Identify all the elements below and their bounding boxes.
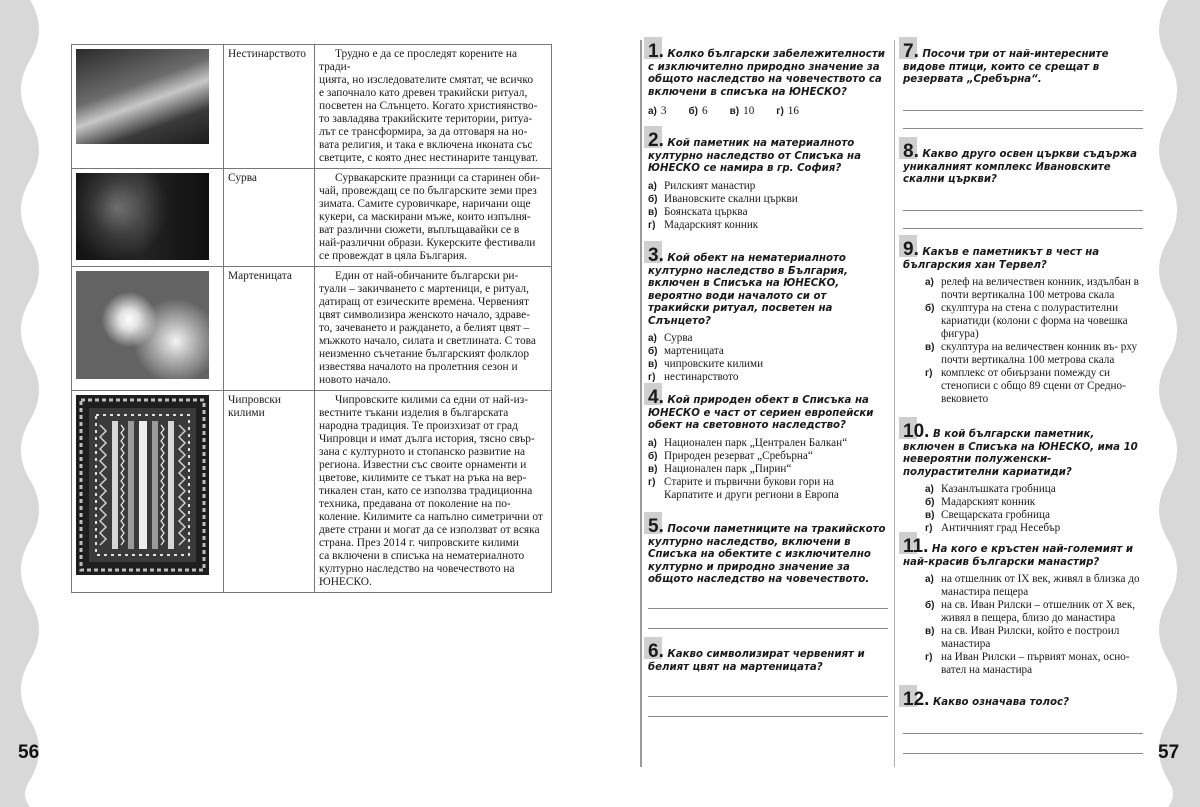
- question-text: Какво друго освен църкви съдържа уникалният комплекс Ивановските скални църкви?: [903, 149, 1137, 185]
- answer-option[interactable]: б) 6: [688, 105, 708, 117]
- chiprovtsi-carpet-photo: [76, 395, 209, 575]
- question-number: 6.: [648, 641, 664, 662]
- nestinari-photo: [76, 49, 209, 144]
- answer-option[interactable]: в) на св. Иван Рилски, който е построил манастира: [925, 625, 1120, 650]
- answer-option[interactable]: г) нестинарството: [648, 371, 739, 383]
- answer-options: [648, 180, 886, 232]
- question-text: Какво означава толос?: [932, 697, 1069, 708]
- answer-options: [903, 276, 1143, 406]
- answer-option[interactable]: б) Ивановските скални църкви: [648, 192, 798, 205]
- answer-option[interactable]: в) чипровските килими: [648, 358, 764, 370]
- question-number: 1.: [648, 41, 664, 62]
- answer-option[interactable]: г) комплекс от обиързани помежду си стенописи с общо 89 сцени от Средно- вековието: [925, 367, 1126, 405]
- surva-photo: [76, 173, 209, 260]
- answer-options: [648, 105, 886, 117]
- left-wavy-margin: [0, 0, 52, 807]
- column-divider: [894, 40, 895, 767]
- answer-option[interactable]: а) Национален парк „Централен Балкан“: [648, 436, 848, 449]
- answer-option[interactable]: б) скулптура на стена с полурастителни кариатиди (колони с форма на човешка фигура): [925, 302, 1128, 340]
- question-text: Колко български забележителности с изключително природно значение за общото наследство на човечеството са включени в списъка на ЮНЕСКО?: [648, 49, 885, 98]
- question-number: 12.: [903, 689, 930, 710]
- answer-options: [648, 437, 886, 502]
- row-description: Един от най-обичаните български ри- туали – закичването с мартеници, е ритуал, датиращ от езическите времена. Червеният цвят символизира женското начало, здраве- то, зачеването и раждането, а белият цвят – мъжкото начало, силата и светлината. С това неизменно съчетание българският фолклор известява началото на пролетния сезон и новото начало.: [315, 267, 552, 391]
- answer-options: [903, 483, 1143, 535]
- row-name: Нестинарството: [224, 45, 315, 169]
- answer-option[interactable]: г) Античният град Несебър: [925, 522, 1061, 534]
- question-12: [903, 689, 1143, 710]
- answer-line[interactable]: [648, 608, 888, 609]
- answer-option[interactable]: а) релеф на величествен конник, издълбан в почти вертикална 100 метрова скала: [925, 276, 1139, 301]
- answer-option[interactable]: в) скулптура на величествен конник въ- рху почти вертикална 100 метрова скала: [925, 341, 1138, 366]
- answer-line[interactable]: [903, 210, 1143, 211]
- row-name: Мартеницата: [224, 267, 315, 391]
- answer-option[interactable]: а) Сурва: [648, 332, 693, 344]
- row-description: Сурвакарските празници са старинен оби- чай, провеждащ се по българските земи през зимата. Самите суровичкаре, наричани още кукери, са маскирани мъже, които изпълня- ват различни сюжети, въплъщавайки се в най-различни образи. Кукерските фестивали се провеждат в цяла България.: [315, 169, 552, 267]
- table-row: [72, 169, 552, 267]
- question-text: Кой паметник на материалното културно наследство от Списъка на ЮНЕСКО се намира в гр. София?: [648, 138, 861, 174]
- question-number: 11.: [903, 536, 929, 557]
- answer-line[interactable]: [903, 110, 1143, 111]
- question-10: [903, 421, 1143, 535]
- question-term: толос: [1029, 697, 1064, 708]
- answer-option[interactable]: б) Мадарският конник: [925, 496, 1036, 508]
- answer-line[interactable]: [903, 228, 1143, 229]
- question-number: 3.: [648, 245, 664, 266]
- heritage-table: [71, 44, 552, 593]
- answer-option[interactable]: а) Казанлъшката гробница: [925, 483, 1056, 495]
- answer-option[interactable]: б) на св. Иван Рилски – отшелник от X век, живял в пещера, близо до манастира: [925, 599, 1136, 624]
- question-text: Кой природен обект в Списъка на ЮНЕСКО е част от сериен европейски обект на световното наследство?: [648, 395, 874, 431]
- row-name: Сурва: [224, 169, 315, 267]
- question-8: [903, 141, 1143, 187]
- martenitsa-photo: [76, 271, 209, 379]
- answer-option[interactable]: г) Мадарският конник: [648, 218, 759, 231]
- answer-option[interactable]: а) Рилският манастир: [648, 179, 756, 192]
- question-text: На кого е кръстен най-големият и най-красив български манастир?: [903, 544, 1133, 568]
- answer-line[interactable]: [903, 128, 1143, 129]
- question-number: 2.: [648, 130, 664, 151]
- question-5: [648, 516, 886, 587]
- answer-option[interactable]: а) 3: [648, 105, 667, 117]
- answer-option[interactable]: г) Старите и първични букови гори на Карпатите и други региони в Европа: [648, 475, 839, 501]
- question-7: [903, 41, 1143, 87]
- question-4: [648, 387, 886, 502]
- book-spine: [640, 40, 642, 767]
- answer-option[interactable]: г) 16: [776, 105, 799, 117]
- page-number-right: 57: [1158, 742, 1180, 763]
- answer-option[interactable]: б) мартеницата: [648, 345, 724, 357]
- row-name: Чипровски килими: [224, 391, 315, 593]
- answer-options: [903, 573, 1143, 677]
- question-text: Посочи три от най-интересните видове птици, които се срещат в резервата „Сребърна“.: [903, 49, 1109, 85]
- answer-option[interactable]: в) Боянската църква: [648, 205, 748, 218]
- question-number: 10.: [903, 421, 930, 442]
- question-text: В кой български паметник, включен в Списъка на ЮНЕСКО, има 10 невероятни полуженски-полурастителни кариатиди?: [903, 429, 1138, 478]
- right-wavy-margin: [1140, 0, 1200, 807]
- question-1: [648, 41, 886, 117]
- question-number: 8.: [903, 141, 919, 162]
- question-text: Какво символизират червеният и белият цвят на мартеницата?: [648, 649, 865, 673]
- question-number: 5.: [648, 516, 664, 537]
- answer-line[interactable]: [903, 753, 1143, 754]
- question-text: Посочи паметниците на тракийското културно наследство, включени в Списъка на обектите с изключително културно и природно значение за общото наследство на човечеството.: [648, 524, 886, 585]
- answer-option[interactable]: в) 10: [729, 105, 755, 117]
- question-2: [648, 130, 886, 232]
- question-number: 4.: [648, 387, 664, 408]
- answer-options: [648, 332, 886, 384]
- answer-option[interactable]: в) Свещарската гробница: [925, 509, 1050, 521]
- question-text: Кой обект на нематериалното културно наследство в България, включен в Списъка на ЮНЕСКО, вероятно води началото си от тракийски ритуал, посветен на Слънцето?: [648, 253, 848, 327]
- question-text: Какъв е паметникът в чест на българския хан Тервел?: [903, 247, 1100, 271]
- answer-line[interactable]: [903, 733, 1143, 734]
- row-description: Чипровските килими са едни от най-из- вестните тъкани изделия в българската народна традиция. Те произхизат от град Чипровци и имат дълга история, тясно свър- зана с културното и стопанско развитие на региона. Известни със своите орнаменти и цветове, килимите се тъкат на ръка на вер- тикален стан, като се използва традиционна техника, предавана от поколение на по- коление. Килимите са напълно симетрични от двете страни и могат да се използват от всяка страна. През 2014 г. чипровските килими са включени в списъка на нематериалното културно наследство на човечеството на ЮНЕСКО.: [315, 391, 552, 593]
- question-6: [648, 641, 886, 674]
- page-number-left: 56: [18, 742, 40, 763]
- answer-line[interactable]: [648, 716, 888, 717]
- question-9: [903, 239, 1143, 406]
- answer-option[interactable]: а) на отшелник от IX век, живял в близка до манастира пещера: [925, 573, 1140, 598]
- table-row: [72, 267, 552, 391]
- question-number: 7.: [903, 41, 919, 62]
- answer-option[interactable]: в) Национален парк „Пирин“: [648, 462, 792, 475]
- question-3: [648, 245, 886, 384]
- question-number: 9.: [903, 239, 919, 260]
- answer-option[interactable]: б) Природен резерват „Сребърна“: [648, 449, 813, 462]
- answer-line[interactable]: [648, 628, 888, 629]
- table-row: [72, 45, 552, 169]
- answer-line[interactable]: [648, 696, 888, 697]
- question-11: [903, 536, 1143, 677]
- row-description: Трудно е да се проследят корените на тради- цията, но изследователите смятат, че всичко е започнало като древен тракийски ритуал, посветен на Слънцето. Когато християнство- то завладява тракийските територии, ритуа- лът се трансформира, за да отговаря на но- вата религия, и така е включена иконата със светците, с която днес нестинарите танцуват.: [315, 45, 552, 169]
- answer-option[interactable]: г) на Иван Рилски – първият монах, осно- вател на манастира: [925, 651, 1130, 676]
- table-row: [72, 391, 552, 593]
